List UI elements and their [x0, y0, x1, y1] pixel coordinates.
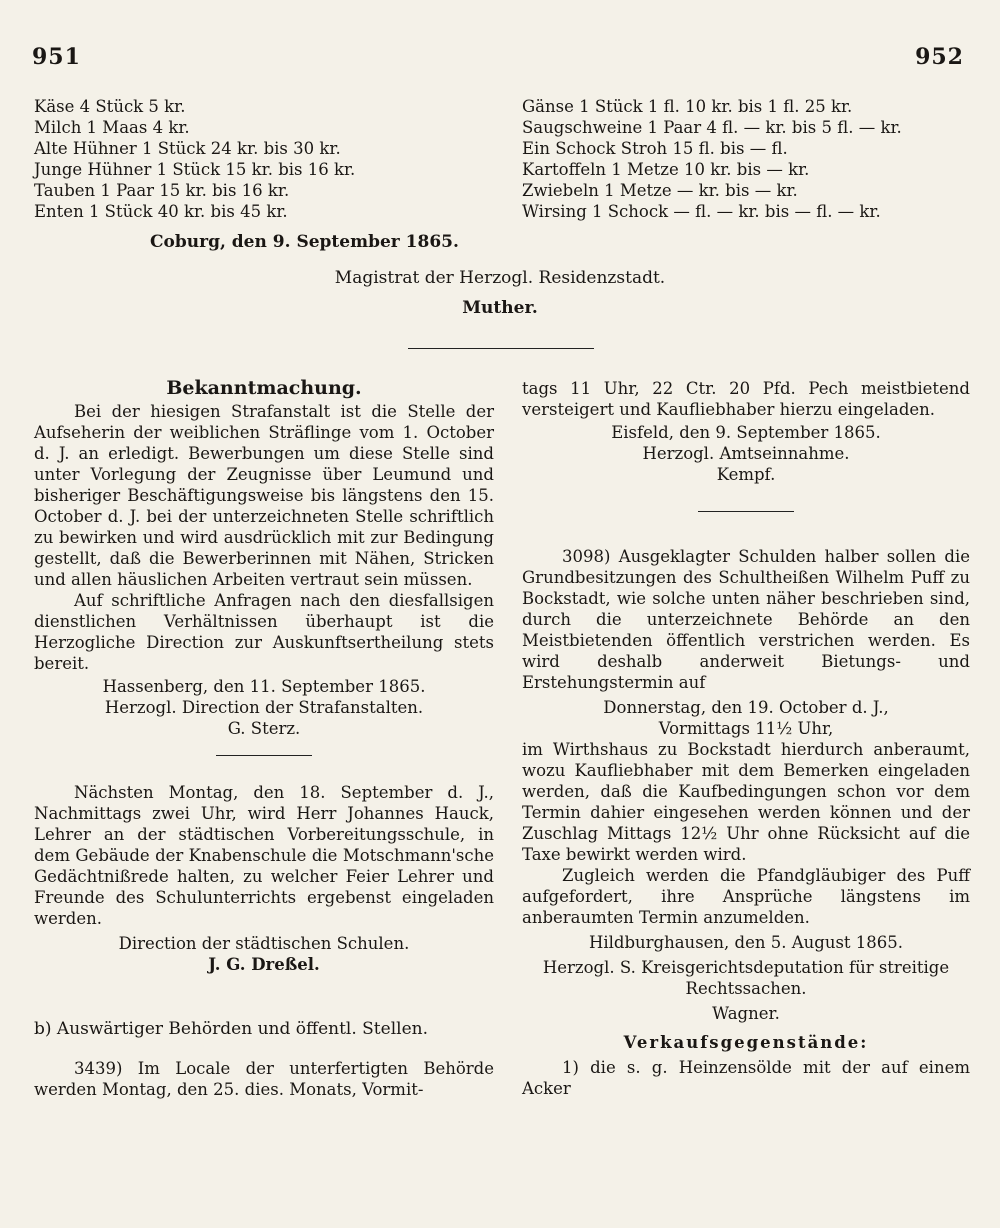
bekanntmachung-signer: G. Sterz.	[227, 719, 301, 738]
right-column	[522, 378, 970, 1099]
sale-item: 1) die s. g. Heinzensölde mit der auf einem Acker	[522, 1058, 970, 1098]
price-item: Käse 4 Stück 5 kr.	[34, 97, 186, 116]
price-item: Zwiebeln 1 Metze — kr. bis — kr.	[522, 181, 798, 200]
montag-authority: Direction der städtischen Schulen.	[118, 934, 410, 953]
notice-3098-term-time: Vormittags 11½ Uhr,	[658, 719, 834, 738]
page-number-right: 952	[915, 44, 964, 70]
notice-3439-continuation: tags 11 Uhr, 22 Ctr. 20 Pfd. Pech meistbietend versteigert und Kaufliebhaber hierzu eingeladen.	[522, 379, 970, 419]
notice-3439-date: Eisfeld, den 9. September 1865.	[611, 423, 881, 442]
price-item: Kartoffeln 1 Metze 10 kr. bis — kr.	[522, 160, 810, 179]
coburg-date: Coburg, den 9. September 1865.	[150, 232, 459, 252]
price-item: Enten 1 Stück 40 kr. bis 45 kr.	[34, 202, 288, 221]
notice-3098-term-date: Donnerstag, den 19. October d. J.,	[603, 698, 889, 717]
notice-3439-signer: Kempf.	[716, 465, 776, 484]
notice-3098-body-2: im Wirthshaus zu Bockstadt hierdurch anberaumt, wozu Kaufliebhaber mit dem Bemerken eingeladen werden, daß die Kaufbedingungen schon vor dem Termin dahier eingesehen werden können und der Zuschlag Mittags 12½ Uhr ohne Rücksicht auf die Taxe bewirkt werden wird.	[522, 740, 970, 864]
bekanntmachung-heading: Bekanntmachung.	[166, 377, 362, 399]
price-item: Junge Hühner 1 Stück 15 kr. bis 16 kr.	[34, 160, 356, 179]
price-item: Wirsing 1 Schock — fl. — kr. bis — fl. — kr.	[522, 202, 881, 221]
page-number-left: 951	[32, 44, 81, 70]
price-list-right	[522, 96, 972, 222]
bekanntmachung-body-2: Auf schriftliche Anfragen nach den diesfallsigen dienstlichen Verhältnissen überhaupt ist die Herzogliche Direction zur Auskunftsertheilung stets bereit.	[34, 591, 494, 673]
bekanntmachung-body: Bei der hiesigen Strafanstalt ist die Stelle der Aufseherin der weiblichen Sträflinge vom 1. October d. J. an erledigt. Bewerbungen um diese Stelle sind unter Vorlegung der Zeugnisse über Leumund und bisheriger Beschäftigungsweise bis längstens den 15. October d. J. bei der unterzeichneten Stelle schriftlich zu bewirken und wird ausdrücklich mit zur Bedingung gestellt, daß die Bewerberinnen mit Nähen, Stricken und allen häuslichen Arbeiten vertraut sein müssen.	[34, 402, 494, 589]
coburg-authority: Magistrat der Herzogl. Residenzstadt.	[334, 268, 666, 288]
price-item: Alte Hühner 1 Stück 24 kr. bis 30 kr.	[34, 139, 341, 158]
sale-items-heading: Verkaufsgegenstände:	[623, 1033, 869, 1052]
separator	[216, 755, 312, 756]
notice-3098-body-3: Zugleich werden die Pfandgläubiger des Puff aufgefordert, ihre Ansprüche längstens im anberaumten Termin anzumelden.	[522, 866, 970, 927]
montag-signer: J. G. Dreßel.	[208, 955, 320, 974]
notice-3439-body: 3439) Im Locale der unterfertigten Behörde werden Montag, den 25. dies. Monats, Vormit-	[34, 1059, 494, 1099]
notice-3098-body: 3098) Ausgeklagter Schulden halber sollen die Grundbesitzungen des Schultheißen Wilhelm Puff zu Bockstadt, wie solche unten näher beschrieben sind, durch die unterzeichnete Behörde an den Meistbietenden öffentlich verstrichen werden. Es wird deshalb anderweit Bietungs- und Erstehungstermin auf	[522, 547, 970, 692]
bekanntmachung-authority: Herzogl. Direction der Strafanstalten.	[104, 698, 424, 717]
price-item: Ein Schock Stroh 15 fl. bis — fl.	[522, 139, 788, 158]
bekanntmachung-date: Hassenberg, den 11. September 1865.	[102, 677, 426, 696]
price-item: Milch 1 Maas 4 kr.	[34, 118, 190, 137]
price-item: Gänse 1 Stück 1 fl. 10 kr. bis 1 fl. 25 kr.	[522, 97, 853, 116]
section-b-heading: b) Auswärtiger Behörden und öffentl. Stellen.	[34, 1019, 428, 1039]
notice-3098-date: Hildburghausen, den 5. August 1865.	[588, 933, 904, 952]
notice-3439-authority: Herzogl. Amtseinnahme.	[642, 444, 850, 463]
notice-3098-signer: Wagner.	[712, 1004, 780, 1023]
price-list-left	[34, 96, 504, 222]
notice-3098-authority: Herzogl. S. Kreisgerichtsdeputation für streitige Rechtssachen.	[542, 958, 950, 998]
price-item: Saugschweine 1 Paar 4 fl. — kr. bis 5 fl. — kr.	[522, 118, 902, 137]
left-column	[34, 378, 494, 1100]
separator	[408, 348, 594, 349]
montag-body: Nächsten Montag, den 18. September d. J., Nachmittags zwei Uhr, wird Herr Johannes Hauck, Lehrer an der städtischen Vorbereitungsschule, in dem Gebäude der Knabenschule die Motschmann'sche Gedächtnißrede halten, zu welcher Feier Lehrer und Freunde des Schulunterrichts ergebenst eingeladen werden.	[34, 783, 494, 928]
coburg-signer: Muther.	[462, 298, 538, 318]
separator	[698, 511, 794, 512]
price-item: Tauben 1 Paar 15 kr. bis 16 kr.	[34, 181, 290, 200]
